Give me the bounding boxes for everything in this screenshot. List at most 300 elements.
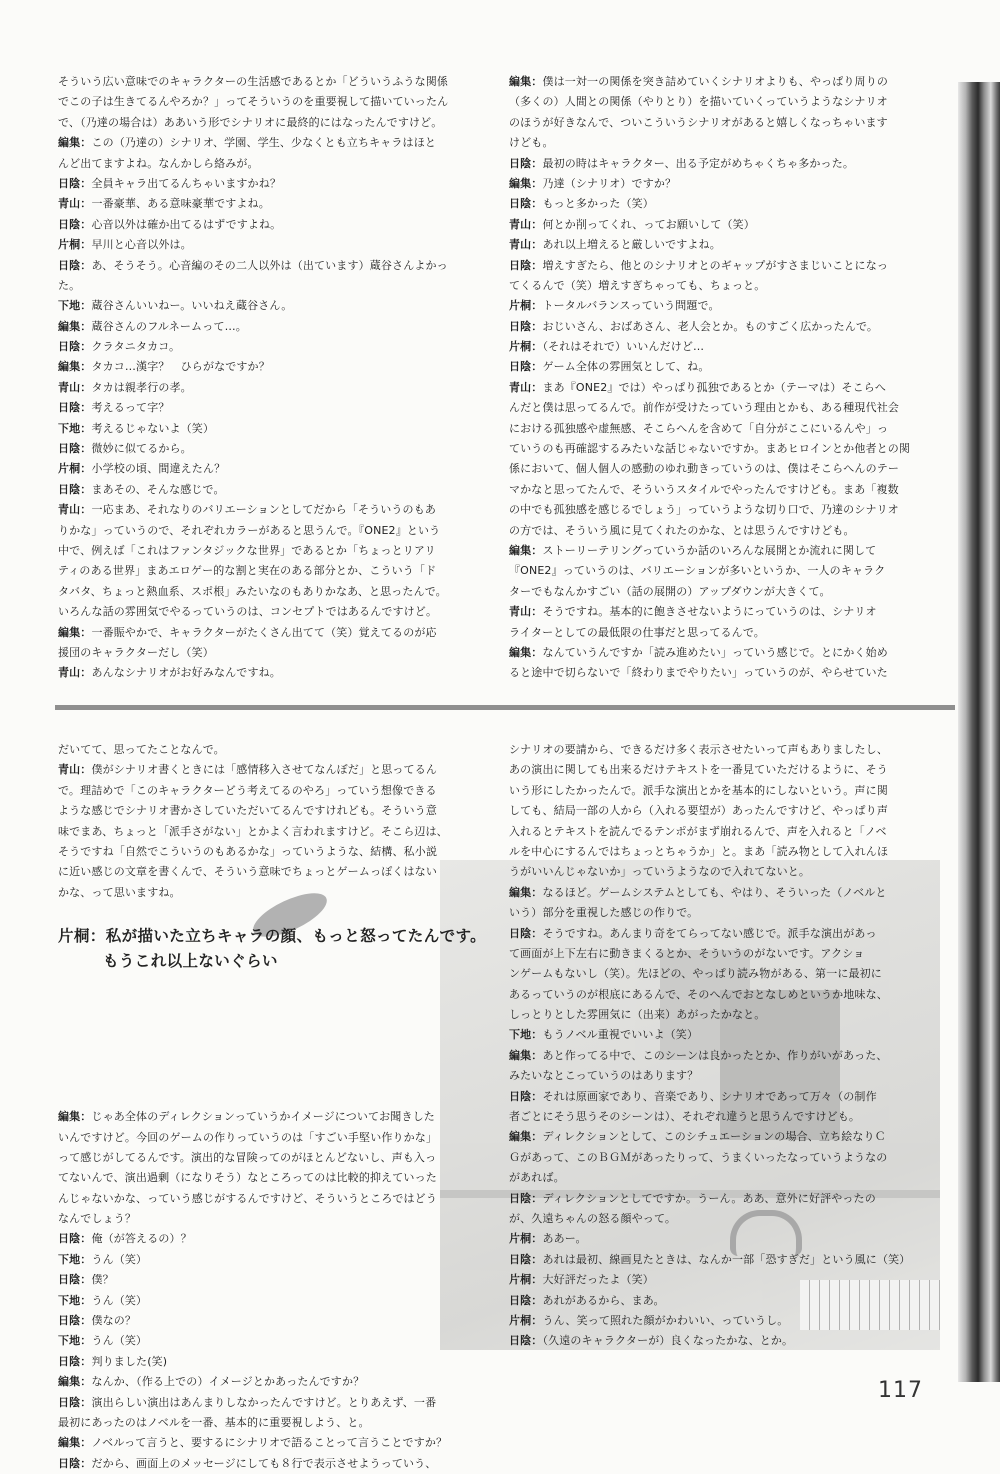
speaker-label: 下地： bbox=[58, 299, 92, 313]
speaker-label: 青山： bbox=[509, 605, 543, 619]
line-text: 『ONE2』っていうのは、バリエーションが多いというか、一人のキャラク bbox=[509, 564, 886, 578]
line-text: に近い感じの文章を書くんで、そういう意味でちょっとゲームっぽくはない bbox=[58, 865, 437, 879]
speaker-label: 日陰： bbox=[509, 1293, 543, 1307]
text-line bbox=[58, 1270, 478, 1290]
text-line bbox=[58, 1107, 478, 1127]
text-line bbox=[58, 1148, 478, 1168]
line-text: しっとりとした雰囲気に（出来）あがったかなと。 bbox=[509, 1008, 766, 1022]
line-text: いう形にしたかったんで。派手な演出とかを基本的にしないという。声に関 bbox=[509, 783, 888, 797]
speaker-label: 日陰： bbox=[509, 156, 543, 170]
speaker-label: 日陰： bbox=[58, 401, 92, 415]
line-text: まあ『ONE2』では）やっぱり孤独であるとか（テーマは）そこらへ bbox=[542, 380, 887, 394]
speaker-label: 日陰： bbox=[509, 926, 543, 940]
text-line bbox=[58, 235, 476, 255]
speaker-label: 日陰： bbox=[509, 360, 543, 374]
speaker-label: 編集： bbox=[509, 543, 543, 557]
text-line bbox=[509, 643, 933, 663]
line-text: うん（笑） bbox=[91, 1334, 148, 1348]
line-text: ゲーム全体の雰囲気として、ね。 bbox=[542, 360, 710, 374]
line-text: タカコ…漢字？ ひらがなですか？ bbox=[91, 360, 270, 374]
text-line bbox=[509, 1127, 933, 1147]
speaker-label: 編集： bbox=[509, 885, 543, 899]
line-text: ティのある世界」まあエロゲー的な割と実在のある部分とか、こういう「ド bbox=[58, 564, 437, 578]
line-text: 微妙に似てるから。 bbox=[91, 442, 192, 456]
text-line bbox=[58, 1229, 478, 1249]
bottom-left-after bbox=[58, 1107, 478, 1474]
speaker-label: 日陰： bbox=[58, 1395, 92, 1409]
line-text: みたいなとこっていうのはあります？ bbox=[509, 1069, 699, 1083]
line-text: マかなと思ってたんで、そういうスタイルでやったんですけども。まあ「複数 bbox=[509, 482, 899, 496]
text-line bbox=[509, 419, 933, 439]
bottom-left-intro bbox=[58, 740, 478, 903]
text-line bbox=[509, 1025, 933, 1045]
text-line bbox=[58, 133, 476, 153]
text-line bbox=[58, 256, 476, 276]
line-text: 一番賑やかで、キャラクターがたくさん出てて（笑）覚えてるのが応 bbox=[91, 625, 437, 639]
line-text: なるほど。ゲームシステムとしても、やはり、そういった（ノベルと bbox=[542, 885, 887, 899]
text-line bbox=[58, 174, 476, 194]
text-line bbox=[509, 296, 933, 316]
line-text: ルを中心にするんではちょっとちゃうか」と。まあ「読み物として入れんほ bbox=[509, 844, 889, 858]
line-text: ンゲームもないし（笑）。先ほどの、やっぱり読み物がある、第一に最初に bbox=[509, 967, 882, 981]
line-text: おじいさん、おばあさん、老人会とか。ものすごく広かったんで。 bbox=[542, 319, 879, 333]
line-text: うん、笑って照れた顔がかわいい、っていうし。 bbox=[542, 1313, 789, 1327]
speaker-label: 日陰： bbox=[509, 1089, 543, 1103]
text-line bbox=[509, 113, 933, 133]
line-text: 全員キャラ出てるんちゃいますかね？ bbox=[91, 176, 282, 190]
text-line bbox=[58, 801, 478, 821]
text-line bbox=[509, 1148, 933, 1168]
speaker-label: 下地： bbox=[509, 1028, 543, 1042]
text-line bbox=[509, 1291, 933, 1311]
text-line bbox=[58, 113, 476, 133]
speaker-label: 青山： bbox=[58, 380, 92, 394]
line-text: 考えるじゃないよ（笑） bbox=[91, 421, 215, 435]
text-line bbox=[58, 439, 476, 459]
speaker-label: 片桐： bbox=[58, 238, 92, 252]
speaker-label: 日陰： bbox=[58, 1354, 92, 1368]
text-line bbox=[509, 256, 933, 276]
line-text: の中でも孤独感を感じるでしょう」っていうような切り口で、乃達のシナリオ bbox=[509, 503, 899, 517]
text-line bbox=[58, 541, 476, 561]
line-text: あれは最初、線画見たときは、なんか一部「恐すぎだ」という風に（笑） bbox=[542, 1252, 911, 1266]
line-text: てないんで、演出過剰（になりそう）なところってのは比較的抑えていった bbox=[58, 1171, 437, 1185]
line-text: もうノベル重視でいいよ（笑） bbox=[542, 1028, 699, 1042]
speaker-label: 編集： bbox=[58, 319, 92, 333]
text-line bbox=[509, 500, 933, 520]
line-text: タカは親孝行の孝。 bbox=[91, 380, 192, 394]
speaker-label: 編集： bbox=[509, 176, 543, 190]
line-text: 僕？ bbox=[91, 1273, 114, 1287]
line-text: だから、画面上のメッセージにしても８行で表示させようっていう、 bbox=[91, 1456, 437, 1470]
line-text: 蔵谷さんのフルネームって…。 bbox=[91, 319, 247, 333]
text-line bbox=[58, 1291, 478, 1311]
text-line bbox=[58, 521, 476, 541]
text-line bbox=[509, 194, 933, 214]
speaker-label: 日陰： bbox=[58, 1273, 92, 1287]
text-line bbox=[509, 1046, 933, 1066]
line-text: うがいいんじゃないか」っていうようなので入れてないと。 bbox=[509, 865, 811, 879]
text-line bbox=[58, 215, 476, 235]
text-line bbox=[58, 1454, 478, 1474]
text-line bbox=[58, 1168, 478, 1188]
text-line bbox=[58, 337, 476, 357]
text-line bbox=[58, 740, 478, 760]
speaker-label: 日陰： bbox=[58, 340, 92, 354]
line-text: りかな」っていうので、それぞれカラーがあると思うんで。『ONE2』という bbox=[58, 523, 441, 537]
line-text: あれ以上増えると厳しいですよね。 bbox=[542, 238, 721, 252]
line-text: クラタニタカコ。 bbox=[91, 340, 181, 354]
text-line bbox=[58, 1393, 478, 1413]
text-line bbox=[509, 903, 933, 923]
text-line bbox=[58, 842, 478, 862]
line-text: しても、結局一部の人から（入れる要望が）あったんですけど、やっぱり声 bbox=[509, 804, 888, 818]
text-line bbox=[509, 1189, 933, 1209]
text-line bbox=[509, 1168, 933, 1188]
text-line bbox=[509, 1250, 933, 1270]
line-text: 援団のキャラクターだし（笑） bbox=[58, 645, 214, 659]
line-text: それは原画家であり、音楽であり、シナリオであって万々（の制作 bbox=[542, 1089, 877, 1103]
speaker-label: 青山： bbox=[509, 217, 543, 231]
text-line bbox=[58, 623, 476, 643]
text-line bbox=[509, 561, 933, 581]
line-text: ると途中で切らないで「終わりまでやりたい」っていうのが、やらせていた bbox=[509, 666, 888, 680]
line-text: んだと僕は思ってるんで。前作が受けたっていう理由とかも、ある種現代社会 bbox=[509, 401, 900, 415]
line-text: 一応まあ、それなりのバリエーションとしてだから「そういうのもあ bbox=[91, 503, 437, 517]
line-text: あんなシナリオがお好みなんですね。 bbox=[91, 666, 281, 680]
text-line bbox=[58, 1331, 478, 1351]
text-line bbox=[58, 92, 476, 112]
line-text: んど出てますよね。なんかしら絡みが。 bbox=[58, 156, 259, 170]
text-line bbox=[509, 541, 933, 561]
line-text: ああー。 bbox=[542, 1232, 587, 1246]
speaker-label: 編集： bbox=[58, 136, 92, 150]
text-line bbox=[58, 154, 476, 174]
line-text: ような感じでシナリオ書かさしていただいてるんですけれども。そういう意 bbox=[58, 804, 437, 818]
line-text: まあその、そんな感じで。 bbox=[91, 482, 225, 496]
line-text: Ｇがあって、このＢＧＭがあったりって、うまくいったなっていうようなの bbox=[509, 1150, 888, 1164]
text-line bbox=[509, 1107, 933, 1127]
line-text: 一番豪華、ある意味豪華ですよね。 bbox=[91, 197, 270, 211]
line-text: 者ごとにそう思うそのシーンは）、それぞれ違うと思うんですけども。 bbox=[509, 1110, 861, 1124]
section-heading bbox=[58, 924, 488, 974]
text-line bbox=[509, 862, 933, 882]
line-text: ライターとしての最低限の仕事だと思ってるんで。 bbox=[509, 625, 765, 639]
line-text: て画面が上下左右に動きまくるとか、そういうのがないです。アクショ bbox=[509, 946, 865, 960]
text-line bbox=[509, 1005, 933, 1025]
line-text: ディレクションとして、このシチュエーションの場合、立ち絵なりＣ bbox=[542, 1130, 886, 1144]
text-line bbox=[58, 378, 476, 398]
speaker-label: 日陰： bbox=[509, 1191, 543, 1205]
text-line bbox=[58, 419, 476, 439]
text-line bbox=[509, 1229, 933, 1249]
text-line bbox=[509, 235, 933, 255]
line-text: うん（笑） bbox=[91, 1293, 148, 1307]
speaker-label: 編集： bbox=[58, 360, 92, 374]
speaker-label: 青山： bbox=[58, 197, 92, 211]
line-text: 判りました(笑) bbox=[91, 1354, 168, 1368]
speaker-label: 日陰： bbox=[509, 197, 543, 211]
text-line bbox=[58, 781, 478, 801]
text-line bbox=[509, 72, 933, 92]
text-line bbox=[58, 1189, 478, 1209]
heading-line-1: 片桐：私が描いた立ちキャラの顔、もっと怒ってたんです。 bbox=[58, 927, 487, 945]
line-text: だいてて、思ってたことなんで。 bbox=[58, 743, 225, 756]
text-line bbox=[509, 317, 933, 337]
line-text: あと作ってる中で、このシーンは良かったとか、作りがいがあった、 bbox=[542, 1048, 888, 1062]
heading-line-2: もうこれ以上ないぐらい bbox=[103, 952, 278, 970]
text-line bbox=[509, 842, 933, 862]
speaker-label: 日陰： bbox=[509, 258, 543, 272]
speaker-label: 日陰： bbox=[58, 1232, 92, 1246]
text-line bbox=[58, 1372, 478, 1392]
line-text: なんか、（作る上での）イメージとかあったんですか？ bbox=[91, 1375, 365, 1389]
speaker-label: 下地： bbox=[58, 1334, 92, 1348]
line-text: の方では、そういう風に見てくれたのかな、とは思うんですけども。 bbox=[509, 523, 855, 537]
text-line bbox=[58, 822, 478, 842]
text-line bbox=[58, 663, 476, 683]
speaker-label: 日陰： bbox=[509, 1252, 543, 1266]
text-line bbox=[58, 317, 476, 337]
line-text: うん（笑） bbox=[91, 1252, 148, 1266]
text-line bbox=[509, 740, 933, 760]
speaker-label: 下地： bbox=[58, 1293, 92, 1307]
text-line bbox=[509, 276, 933, 296]
section-divider bbox=[55, 705, 955, 710]
text-line bbox=[58, 561, 476, 581]
line-text: なんでしょう？ bbox=[58, 1212, 137, 1226]
line-text: かな、って思いますね。 bbox=[58, 885, 181, 899]
column-bottom-left bbox=[58, 740, 478, 1474]
speaker-label: 片桐： bbox=[58, 462, 92, 476]
text-line bbox=[509, 337, 933, 357]
speaker-label: 日陰： bbox=[509, 319, 543, 333]
text-line bbox=[509, 964, 933, 984]
speaker-label: 日陰： bbox=[58, 482, 92, 496]
line-text: 最初にあったのはノベルを一番、基本的に重要視しよう、と。 bbox=[58, 1415, 370, 1429]
text-line bbox=[509, 924, 933, 944]
speaker-label: 片桐： bbox=[509, 340, 543, 354]
speaker-label: 下地： bbox=[58, 1252, 92, 1266]
line-text: （それはそれで）いいんだけど… bbox=[542, 340, 705, 354]
text-line bbox=[509, 944, 933, 964]
line-text: 心音以外は確か出てるはずですよね。 bbox=[91, 217, 282, 231]
line-text: あ、そうそう。心音編のその二人以外は（出ています）蔵谷さんよかっ bbox=[91, 258, 448, 272]
line-text: 僕なの？ bbox=[91, 1314, 137, 1328]
line-text: いんですけど。今回のゲームの作りっていうのは「すごい手堅い作りかな」 bbox=[58, 1130, 438, 1144]
text-line bbox=[58, 1433, 478, 1453]
line-text: 俺（が答えるの）？ bbox=[91, 1232, 192, 1246]
text-line bbox=[509, 663, 933, 683]
speaker-label: 日陰： bbox=[58, 442, 92, 456]
line-text: んじゃないかな、っていう感じがするんですけど、そういうところではどう bbox=[58, 1191, 437, 1205]
line-text: そういう広い意味でのキャラクターの生活感であるとか「どういうふうな関係 bbox=[58, 75, 449, 88]
speaker-label: 編集： bbox=[509, 1130, 543, 1144]
text-line bbox=[509, 133, 933, 153]
text-line bbox=[509, 602, 933, 622]
speaker-label: 青山： bbox=[58, 503, 92, 517]
line-text: 大好評だったよ（笑） bbox=[542, 1273, 654, 1287]
line-text: けども。 bbox=[509, 136, 554, 150]
line-text: そうですね「自然でこういうのもあるかな」っていうような、結構、私小説 bbox=[58, 844, 438, 858]
speaker-label: 青山： bbox=[58, 763, 92, 777]
speaker-label: 日陰： bbox=[58, 1314, 92, 1328]
text-line bbox=[58, 194, 476, 214]
text-line bbox=[58, 582, 476, 602]
line-text: そうですね。基本的に飽きさせないようにっていうのは、シナリオ bbox=[542, 605, 877, 619]
line-text: 演出らしい演出はあんまりしなかったんですけど。とりあえず、一番 bbox=[91, 1395, 437, 1409]
line-text: 中で、例えば「これはファンタジックな世界」であるとか「ちょっとリアリ bbox=[58, 543, 436, 557]
line-text: 考えるって字？ bbox=[91, 401, 170, 415]
speaker-label: 青山： bbox=[509, 380, 543, 394]
text-line bbox=[58, 296, 476, 316]
text-line bbox=[58, 760, 478, 780]
text-line bbox=[58, 643, 476, 663]
line-text: あれがあるから、まあ。 bbox=[542, 1293, 665, 1307]
text-line bbox=[509, 1209, 933, 1229]
text-line bbox=[58, 602, 476, 622]
line-text: た。 bbox=[58, 278, 81, 292]
speaker-label: 日陰： bbox=[58, 1456, 92, 1470]
line-text: 乃達（シナリオ）ですか？ bbox=[542, 176, 677, 190]
line-text: トータルバランスっていう問題で。 bbox=[542, 299, 720, 313]
speaker-label: 日陰： bbox=[58, 258, 92, 272]
line-text: のほうが好きなんで、ついこういうシナリオがあると嬉しくなっちゃいます bbox=[509, 115, 888, 129]
line-text: もっと多かった（笑） bbox=[542, 197, 654, 211]
line-text: 最初の時はキャラクター、出る予定がめちゃくちゃ多かった。 bbox=[542, 156, 854, 170]
text-line bbox=[58, 883, 478, 903]
line-text: における孤独感や虚無感、そこらへんを含めて「自分がここにいるんや」っ bbox=[509, 421, 889, 435]
text-line bbox=[58, 1413, 478, 1433]
line-text: 小学校の頃、間違えたん？ bbox=[91, 462, 226, 476]
text-line bbox=[58, 1250, 478, 1270]
text-line bbox=[509, 822, 933, 842]
text-line bbox=[58, 398, 476, 418]
text-line bbox=[58, 480, 476, 500]
line-text: タバタ、ちょっと熱血系、スポ根」みたいなのもありかなあ、と思ったんで。 bbox=[58, 584, 447, 598]
line-text: が、久遠ちゃんの怒る顔やって。 bbox=[509, 1211, 677, 1225]
column-top-right bbox=[509, 72, 933, 684]
text-line bbox=[58, 1209, 478, 1229]
text-line bbox=[509, 215, 933, 235]
speaker-label: 日陰： bbox=[58, 217, 92, 231]
line-text: って感じがしてるんです。演出的な冒険ってのがほとんどないし、声も入っ bbox=[58, 1150, 437, 1164]
speaker-label: 下地： bbox=[58, 421, 92, 435]
text-line bbox=[58, 1311, 478, 1331]
speaker-label: 編集： bbox=[509, 645, 543, 659]
line-text: があれば。 bbox=[509, 1171, 565, 1185]
speaker-label: 片桐： bbox=[509, 1232, 543, 1246]
speaker-label: 編集： bbox=[58, 625, 92, 639]
text-line bbox=[509, 582, 933, 602]
text-line bbox=[58, 500, 476, 520]
line-text: じゃあ全体のディレクションっていうかイメージについてお聞きした bbox=[91, 1110, 435, 1124]
text-line bbox=[509, 357, 933, 377]
text-line bbox=[509, 985, 933, 1005]
line-text: 早川と心音以外は。 bbox=[91, 238, 192, 252]
text-line bbox=[58, 1128, 478, 1148]
line-text: でこの子は生きてるんやろか？」ってそういうのを重要視して描いていったん bbox=[58, 95, 449, 109]
line-text: シナリオの要請から、できるだけ多く表示させたいって声もありましたし、 bbox=[509, 743, 888, 756]
speaker-label: 編集： bbox=[58, 1110, 92, 1124]
text-line bbox=[509, 398, 933, 418]
text-line bbox=[509, 439, 933, 459]
text-line bbox=[509, 781, 933, 801]
line-text: 僕がシナリオ書くときには「感情移入させてなんぼだ」と思ってるん bbox=[91, 763, 437, 777]
text-line bbox=[58, 862, 478, 882]
speaker-label: 編集： bbox=[509, 1048, 543, 1062]
text-line bbox=[58, 1352, 478, 1372]
text-line bbox=[509, 521, 933, 541]
speaker-label: 片桐： bbox=[509, 299, 543, 313]
line-text: いう）部分を重視した感じの作りで。 bbox=[509, 906, 699, 920]
line-text: （多くの）人間との関係（やりとり）を描いていくっていうようなシナリオ bbox=[509, 95, 888, 109]
line-text: あの演出に関しても出来るだけテキストを一番見ていただけるように、そう bbox=[509, 763, 888, 777]
line-text: ディレクションとしてですか。うーん。ああ、意外に好評やったの bbox=[542, 1191, 876, 1205]
speaker-label: 片桐： bbox=[509, 1313, 543, 1327]
line-text: あるっていうのが根底にあるんで、そのへんでおとなしめというか地味な、 bbox=[509, 987, 888, 1001]
line-text: 僕は一対一の関係を突き詰めていくシナリオよりも、やっぱり周りの bbox=[542, 75, 888, 88]
speaker-label: 片桐： bbox=[509, 1273, 543, 1287]
line-text: 蔵谷さんいいねー。いいねえ蔵谷さん。 bbox=[91, 299, 293, 313]
text-line bbox=[509, 174, 933, 194]
line-text: ストーリーテリングっていうか話のいろんな展開とか流れに関して bbox=[542, 543, 877, 557]
line-text: 増えすぎたら、他とのシナリオとのギャップがすさまじいことになっ bbox=[542, 258, 888, 272]
line-text: 何とか削ってくれ、ってお願いして（笑） bbox=[542, 217, 755, 231]
text-line bbox=[58, 357, 476, 377]
speaker-label: 青山： bbox=[58, 666, 92, 680]
speaker-label: 編集： bbox=[58, 1375, 92, 1389]
text-line bbox=[509, 1311, 933, 1331]
text-line bbox=[58, 276, 476, 296]
decorative-side-strip bbox=[958, 82, 1000, 1382]
text-line bbox=[509, 1066, 933, 1086]
line-text: ていうのも再確認するみたいな話じゃないですか。まあヒロインとか他者との関 bbox=[509, 442, 911, 456]
line-text: で、（乃達の場合は）ああいう形でシナリオに最終的にはなったんですけど。 bbox=[58, 115, 443, 129]
page-number: 117 bbox=[878, 1378, 923, 1403]
column-bottom-right bbox=[509, 740, 933, 1352]
line-text: ノベルって言うと、要するにシナリオで語ることって言うことですか？ bbox=[91, 1436, 448, 1450]
text-line bbox=[509, 378, 933, 398]
speaker-label: 編集： bbox=[509, 75, 543, 88]
speaker-label: 青山： bbox=[509, 238, 543, 252]
text-line bbox=[509, 1087, 933, 1107]
speaker-label: 日陰： bbox=[509, 1334, 543, 1348]
line-text: いろんな話の雰囲気でやるっていうのは、コンセプトではあるんですけど。 bbox=[58, 605, 438, 619]
text-line bbox=[509, 154, 933, 174]
line-text: 味でまあ、ちょっと「派手さがない」とかよく言われますけど。そこら辺は、 bbox=[58, 824, 448, 838]
line-text: てくるんで（笑）増えすぎちゃっても、ちょっと。 bbox=[509, 278, 766, 292]
text-line bbox=[509, 801, 933, 821]
line-text: この（乃達の）シナリオ、学園、学生、少なくとも立ちキャラはほと bbox=[91, 136, 437, 150]
line-text: なんていうんですか「読み進めたい」っていう感じで。とにかく始め bbox=[542, 645, 888, 659]
text-line bbox=[58, 72, 476, 92]
text-line bbox=[509, 92, 933, 112]
speaker-label: 編集： bbox=[58, 1436, 92, 1450]
text-line bbox=[58, 459, 476, 479]
text-line bbox=[509, 480, 933, 500]
text-line bbox=[509, 1270, 933, 1290]
line-text: で。理詰めで「このキャラクターどう考えてるのやろ」っていう想像できる bbox=[58, 783, 437, 797]
line-text: （久遠のキャラクターが）良くなったかな、とか。 bbox=[542, 1334, 794, 1348]
line-text: ターでもなんかすごい（話の展開の）アップダウンが大きくて。 bbox=[509, 584, 831, 598]
speaker-label: 日陰： bbox=[58, 176, 92, 190]
text-line bbox=[509, 760, 933, 780]
text-line bbox=[509, 1331, 933, 1351]
line-text: 係において、個人個人の感動のゆれ動きっていうのは、僕はそこらへんのテー bbox=[509, 462, 900, 476]
line-text: 入れるとテキストを読んでるテンポがまず崩れるんで、声を入れると「ノベ bbox=[509, 824, 887, 838]
text-line bbox=[509, 459, 933, 479]
